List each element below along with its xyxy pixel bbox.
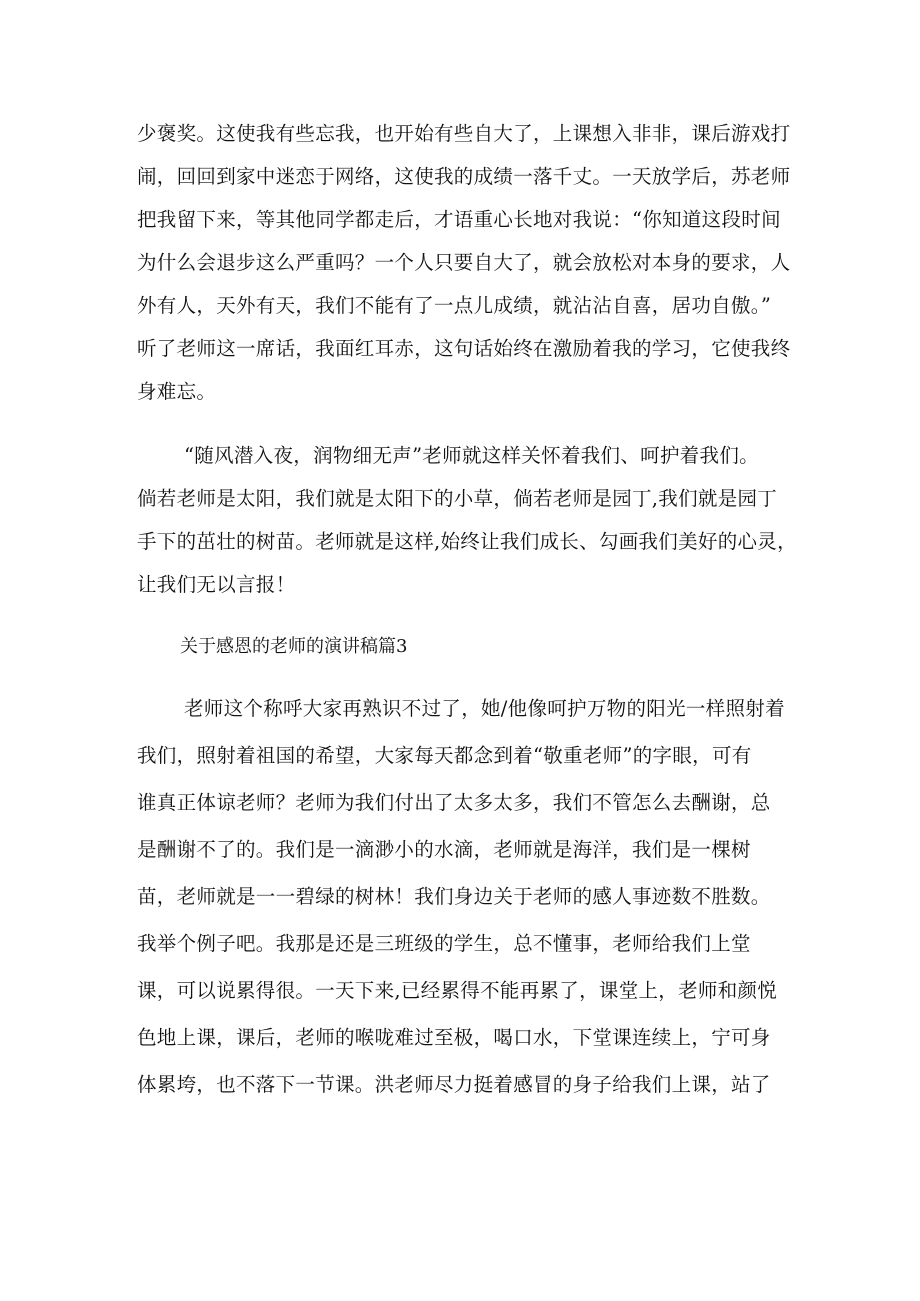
text-line: 倘若老师是太阳，我们就是太阳下的小草，倘若老师是园丁,我们就是园丁 xyxy=(137,487,778,510)
text-line: 把我留下来，等其他同学都走后，才语重心长地对我说：“你知道这段时间 xyxy=(137,208,781,231)
section-heading: 关于感恩的老师的演讲稿篇3 xyxy=(180,636,408,657)
text-line: 谁真正体谅老师？老师为我们付出了太多太多，我们不管怎么去酬谢，总 xyxy=(137,791,771,814)
paragraph-first-line: 老师这个称呼大家再熟识不过了，她/他像呵护万物的阳光一样照射着 xyxy=(184,697,785,720)
text-line: 身难忘。 xyxy=(137,380,217,403)
text-line: 少褒奖。这使我有些忘我，也开始有些自大了，上课想入非非，课后游戏打 xyxy=(137,122,791,145)
text-line: 为什么会退步这么严重吗？一个人只要自大了，就会放松对本身的要求，人 xyxy=(137,251,791,274)
text-line: 是酬谢不了的。我们是一滴渺小的水滴，老师就是海洋，我们是一棵树 xyxy=(137,838,751,861)
text-line: 我们，照射着祖国的希望，大家每天都念到着“敬重老师”的字眼，可有 xyxy=(137,744,752,767)
text-line: 外有人，天外有天，我们不能有了一点儿成绩，就沾沾自喜，居功自傲。” xyxy=(137,294,772,317)
text-line: 闹，回回到家中迷恋于网络，这使我的成绩一落千丈。一天放学后，苏老师 xyxy=(137,165,791,188)
text-line: 让我们无以言报！ xyxy=(137,573,296,596)
paragraph-first-line: “随风潜入夜，润物细无声”老师就这样关怀着我们、呵护着我们。 xyxy=(184,444,759,467)
text-line: 体累垮，也不落下一节课。洪老师尽力挺着感冒的身子给我们上课，站了 xyxy=(137,1073,771,1096)
text-line: 课，可以说累得很。一天下来,已经累得不能再累了，课堂上，老师和颜悦 xyxy=(137,979,778,1002)
text-line: 色地上课，课后，老师的喉咙难过至极，喝口水，下堂课连续上，宁可身 xyxy=(137,1026,771,1049)
text-line: 我举个例子吧。我那是还是三班级的学生，总不懂事，老师给我们上堂 xyxy=(137,932,751,955)
text-line: 手下的茁壮的树苗。老师就是这样,始终让我们成长、勾画我们美好的心灵， xyxy=(137,530,797,553)
text-line: 苗，老师就是一一碧绿的树林！我们身边关于老师的感人事迹数不胜数。 xyxy=(137,885,771,908)
text-line: 听了老师这一席话，我面红耳赤，这句话始终在激励着我的学习，它使我终 xyxy=(137,337,791,360)
